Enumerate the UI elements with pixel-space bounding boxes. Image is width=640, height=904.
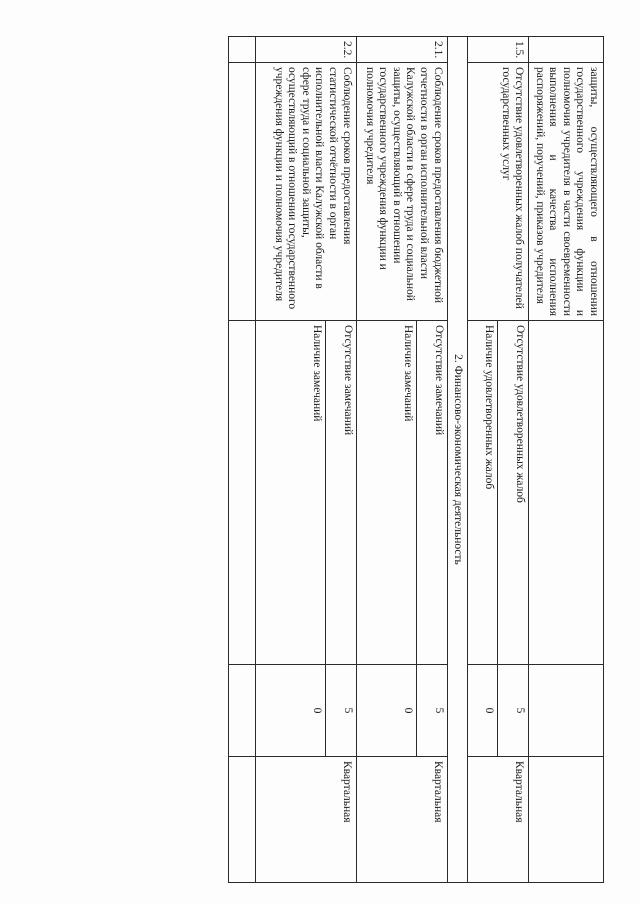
score-cell [529,665,604,757]
table-row [529,37,604,883]
indicator-name [228,63,255,321]
criterion-negative: Наличие замечаний [256,321,326,664]
score-negative: 0 [256,665,326,756]
period-cell: Квартальная [255,757,356,883]
score-positive: 5 [341,707,354,714]
row-number: 1.5. [468,37,529,63]
criterion-positive: Отсутствие замечаний [432,325,445,436]
score-cell [356,665,447,757]
criterion-negative: Наличие удовлетворенных жалоб [468,321,498,664]
criterion-cell [228,321,255,665]
criterion-cell [529,321,604,665]
indicator-name: Соблюдение сроков предоставления бюджетной отчетности в орган исполнительной власти Калужской области в сфере труда и социальной защиты, осуществляющий в отношении государственного учреждения функции и полномочия учредителя [356,63,447,321]
period-cell [228,757,255,883]
table-row [356,37,447,883]
score-negative: 0 [357,665,417,756]
table-row [255,37,356,883]
criterion-positive: Отсутствие удовлетворенных жалоб [514,325,527,503]
indicator-name: Отсутствие удовлетворенных жалоб получателей государственных услуг [468,63,529,321]
criteria-table [228,36,604,883]
criterion-cell [255,321,356,665]
score-cell [468,665,529,757]
indicator-name: защиты, осуществляющего в отношении государственного учреждения функции и полномочия учредителя в части своевременности выполнения и качества исполнения распоряжений, поручений, приказов учредителя [529,63,604,321]
table-row [468,37,529,883]
criterion-cell [356,321,447,665]
row-number: 2.1. [356,37,447,63]
score-cell [255,665,356,757]
criterion-cell [468,321,529,665]
score-positive: 5 [432,707,445,714]
row-number [529,37,604,63]
period-cell: Квартальная [468,757,529,883]
criterion-negative: Наличие замечаний [357,321,417,664]
row-number [228,37,255,63]
period-cell [529,757,604,883]
score-positive: 5 [514,707,527,714]
section-title: 2. Финансово-экономическая деятельность [447,37,468,883]
row-number: 2.2. [255,37,356,63]
criterion-positive: Отсутствие замечаний [341,325,354,436]
section-header-row [447,37,468,883]
table-row [228,37,255,883]
score-cell [228,665,255,757]
period-cell: Квартальная [356,757,447,883]
score-negative: 0 [468,665,498,756]
indicator-name: Соблюдение сроков предоставления статистической отчётности в орган исполнительной власти Калужской области в сфере труда и социальной защиты, осуществляющий в отношении государственного учреждения функции и полномочия учредителя [255,63,356,321]
rotated-table-container [64,36,604,882]
